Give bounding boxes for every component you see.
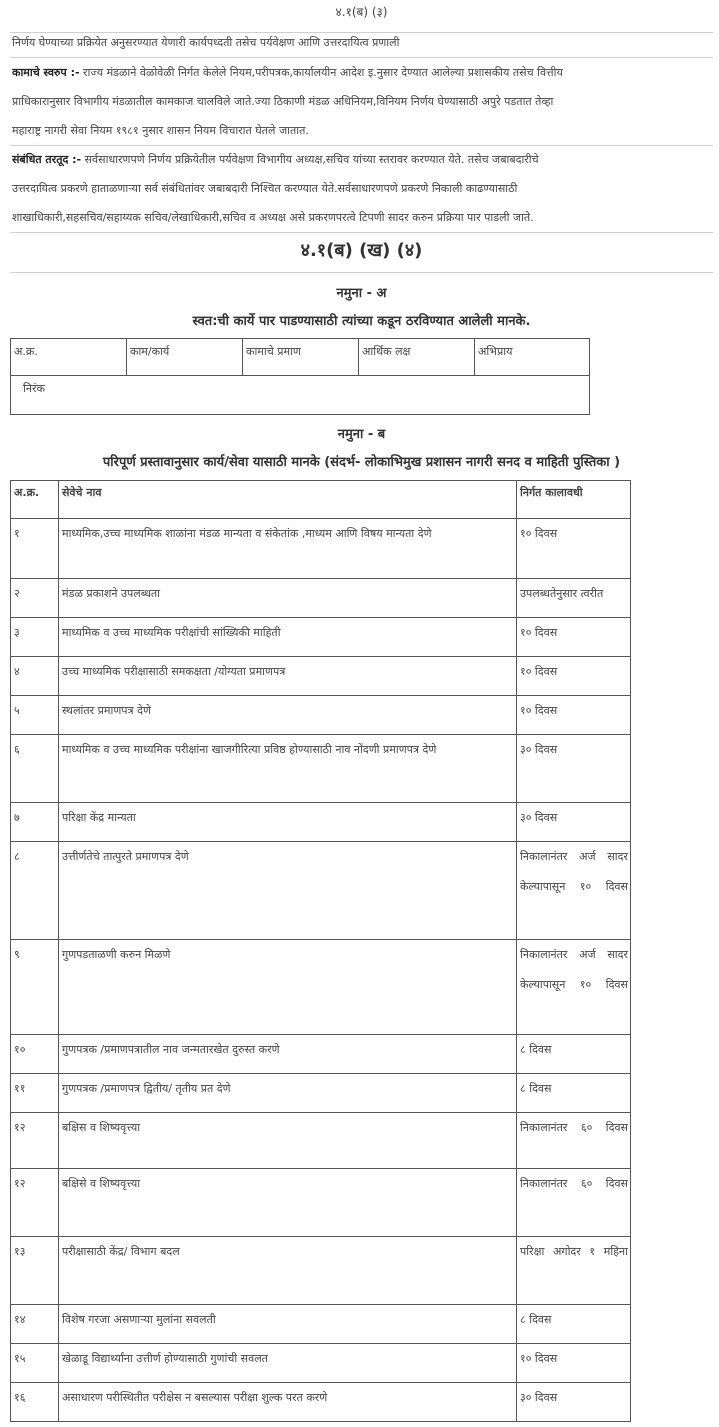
form-b-subtitle: परिपूर्ण प्रस्तावानुसार कार्य/सेवा यासाठी मानके (संदर्भ- लोकाभिमुख प्रशासन नागरी सनद व माहिती पुस्तिका ) bbox=[102, 455, 621, 470]
table-row bbox=[11, 842, 631, 940]
row-number: १४ bbox=[11, 1305, 59, 1344]
service-name: विशेष गरजा असणाऱ्या मुलांना सवलती bbox=[59, 1305, 517, 1344]
table-row bbox=[11, 1113, 631, 1169]
service-period: १० दिवस bbox=[517, 1344, 631, 1383]
service-period: निकालानंतर ६० दिवस bbox=[517, 1169, 631, 1237]
table-header-row bbox=[11, 339, 590, 376]
row-number: १३ bbox=[11, 1237, 59, 1305]
service-period: निकालानंतर अर्ज सादर केल्यापासून १० दिवस bbox=[517, 842, 631, 940]
table-row bbox=[11, 1344, 631, 1383]
row-number: ७ bbox=[11, 803, 59, 842]
service-name: उच्च माध्यमिक परीक्षासाठी समकक्षता /योग्यता प्रमाणपत्र bbox=[59, 657, 517, 696]
column-header: काम/कार्य bbox=[127, 339, 243, 376]
service-period: १० दिवस bbox=[517, 696, 631, 735]
nature-label: कामाचे स्वरुप :- bbox=[12, 66, 80, 79]
form-a-table bbox=[10, 338, 590, 415]
row-number: १ bbox=[11, 519, 59, 579]
service-period: १० दिवस bbox=[517, 657, 631, 696]
table-row bbox=[11, 579, 631, 618]
service-name: खेळाडू विद्यार्थ्यांना उत्तीर्ण होण्यासाठी गुणांची सवलत bbox=[59, 1344, 517, 1383]
service-name: स्थलांतर प्रमाणपत्र देणे bbox=[59, 696, 517, 735]
column-header: निर्गत कालावधी bbox=[517, 481, 631, 519]
row-number: १६ bbox=[11, 1383, 59, 1422]
table-row bbox=[11, 618, 631, 657]
row-number: ८ bbox=[11, 842, 59, 940]
table-row bbox=[11, 940, 631, 1035]
service-period: ८ दिवस bbox=[517, 1305, 631, 1344]
table-row bbox=[11, 657, 631, 696]
form-a-title: नमुना - अ bbox=[336, 286, 387, 301]
row-number: ३ bbox=[11, 618, 59, 657]
table-row bbox=[11, 376, 590, 415]
service-name: गुणपडताळणी करुन मिळणे bbox=[59, 940, 517, 1035]
service-period: ८ दिवस bbox=[517, 1035, 631, 1074]
service-period: उपलब्धतेनुसार त्वरीत bbox=[517, 579, 631, 618]
row-number: २ bbox=[11, 579, 59, 618]
provision-label: संबंधित तरतूद :- bbox=[12, 153, 82, 166]
table-row bbox=[11, 1237, 631, 1305]
provision-paragraph bbox=[12, 145, 712, 232]
service-period: परिक्षा अगोदर १ महिना bbox=[517, 1237, 631, 1305]
intro-line: निर्णय घेण्याच्या प्रक्रियेत अनुसरण्यात येणारी कार्यपध्दती तसेच पर्यवेक्षण आणि उत्तरदायित्व प्रणाली bbox=[12, 36, 400, 49]
column-header: सेवेचे नाव bbox=[59, 481, 517, 519]
column-header: अ.क्र. bbox=[11, 481, 59, 519]
service-name: मंडळ प्रकाशने उपलब्धता bbox=[59, 579, 517, 618]
service-period: ३० दिवस bbox=[517, 735, 631, 803]
row-number: १० bbox=[11, 1035, 59, 1074]
table-row bbox=[11, 1305, 631, 1344]
column-header: कामाचे प्रमाण bbox=[243, 339, 359, 376]
table-row bbox=[11, 1383, 631, 1422]
service-name: गुणपत्रक /प्रमाणपत्र द्वितीय/ तृतीय प्रत देणे bbox=[59, 1074, 517, 1113]
service-period: निकालानंतर अर्ज सादर केल्यापासून १० दिवस bbox=[517, 940, 631, 1035]
service-period: १० दिवस bbox=[517, 519, 631, 579]
divider bbox=[10, 272, 713, 273]
form-b-title: नमुना - ब bbox=[337, 427, 386, 442]
nature-text-2: प्राधिकारानुसार विभागीय मंडळातील कामकाज चालविले जाते.ज्या ठिकाणी मंडळ अधिनियम,विनियम निर्णय घेण्यासाठी अपुरे पडतात तेव्हा bbox=[12, 95, 554, 108]
row-number: ४ bbox=[11, 657, 59, 696]
service-period: ८ दिवस bbox=[517, 1074, 631, 1113]
nature-paragraph bbox=[12, 58, 712, 145]
table-row bbox=[11, 1169, 631, 1237]
column-header: अभिप्राय bbox=[475, 339, 590, 376]
row-number: ९ bbox=[11, 940, 59, 1035]
column-header: अ.क्र. bbox=[11, 339, 127, 376]
row-number: १५ bbox=[11, 1344, 59, 1383]
service-name: परीक्षासाठी केंद्र/ विभाग बदल bbox=[59, 1237, 517, 1305]
provision-text-1: सर्वसाधारणपणे निर्णय प्रक्रियेतील पर्यवेक्षण विभागीय अध्यक्ष,सचिव यांच्या स्तरावर करण्यात येते. तसेच जबाबदारीचे bbox=[81, 153, 539, 166]
service-name: बक्षिसे व शिष्यवृत्त्या bbox=[59, 1169, 517, 1237]
row-number: १२ bbox=[11, 1113, 59, 1169]
service-name: बक्षिस व शिष्यवृत्त्या bbox=[59, 1113, 517, 1169]
form-b-table bbox=[10, 480, 631, 1422]
table-row bbox=[11, 735, 631, 803]
nature-text-1: राज्य मंडळाने वेळोवेळी निर्गत केलेले नियम,परीपत्रक,कार्यालयीन आदेश इ.नुसार देण्यात आलेल्या प्रशासकीय तसेच वित्तीय bbox=[79, 66, 563, 79]
service-period: ३० दिवस bbox=[517, 803, 631, 842]
row-number: १२ bbox=[11, 1169, 59, 1237]
service-period: १० दिवस bbox=[517, 618, 631, 657]
row-number: ६ bbox=[11, 735, 59, 803]
row-number: ११ bbox=[11, 1074, 59, 1113]
service-period: ३० दिवस bbox=[517, 1383, 631, 1422]
provision-text-2: उत्तरदायित्व प्रकरणे हाताळणाऱ्या सर्व संबंधितांवर जबाबदारी निश्चित करण्यात येते.सर्वसाधारणपणे प्रकरणे निकाली काढण्यासाठी bbox=[12, 182, 518, 195]
nil-value: निरंक bbox=[11, 376, 590, 415]
service-name: गुणपत्रक /प्रमाणपत्रातील नाव जन्मतारखेत दुरुस्त करणे bbox=[59, 1035, 517, 1074]
table-row bbox=[11, 696, 631, 735]
service-name: माध्यमिक,उच्च माध्यमिक शाळांना मंडळ मान्यता व संकेतांक ,माध्यम आणि विषय मान्यता देणे bbox=[59, 519, 517, 579]
row-number: ५ bbox=[11, 696, 59, 735]
section-number-heading: ४.१(ब) (३) bbox=[10, 0, 713, 33]
service-name: असाधारण परीस्थितीत परीक्षेस न बसल्यास परीक्षा शुल्क परत करणे bbox=[59, 1383, 517, 1422]
provision-text-3: शाखाधिकारी,सहसचिव/सहाय्यक सचिव/लेखाधिकारी,सचिव व अध्यक्ष असे प्रकरणपरत्वे टिपणी सादर करुन प्रक्रिया पार पाडली जाते. bbox=[12, 211, 534, 224]
section-title: ४.१(ब) (ख) (४) bbox=[300, 240, 423, 261]
nature-text-3: महाराष्ट्र नागरी सेवा नियम १९८१ नुसार शासन नियम विचारात घेतले जातात. bbox=[12, 124, 309, 137]
service-name: परिक्षा केंद्र मान्यता bbox=[59, 803, 517, 842]
service-name: उत्तीर्णतेचे तात्पुरते प्रमाणपत्र देणे bbox=[59, 842, 517, 940]
table-row bbox=[11, 803, 631, 842]
table-row bbox=[11, 519, 631, 579]
service-period: निकालानंतर ६० दिवस bbox=[517, 1113, 631, 1169]
form-a-subtitle: स्वत:ची कार्ये पार पाडण्यासाठी त्यांच्या कडून ठरविण्यात आलेली मानके. bbox=[192, 314, 531, 329]
column-header: आर्थिक लक्ष bbox=[359, 339, 475, 376]
table-header-row bbox=[11, 481, 631, 519]
table-row bbox=[11, 1035, 631, 1074]
service-name: माध्यमिक व उच्च माध्यमिक परीक्षांची सांख्यिकी माहिती bbox=[59, 618, 517, 657]
table-row bbox=[11, 1074, 631, 1113]
service-name: माध्यमिक व उच्च माध्यमिक परीक्षांना खाजगीरित्या प्रविष्ठ होण्यासाठी नाव नोंदणी प्रमाणपत्र देणे bbox=[59, 735, 517, 803]
